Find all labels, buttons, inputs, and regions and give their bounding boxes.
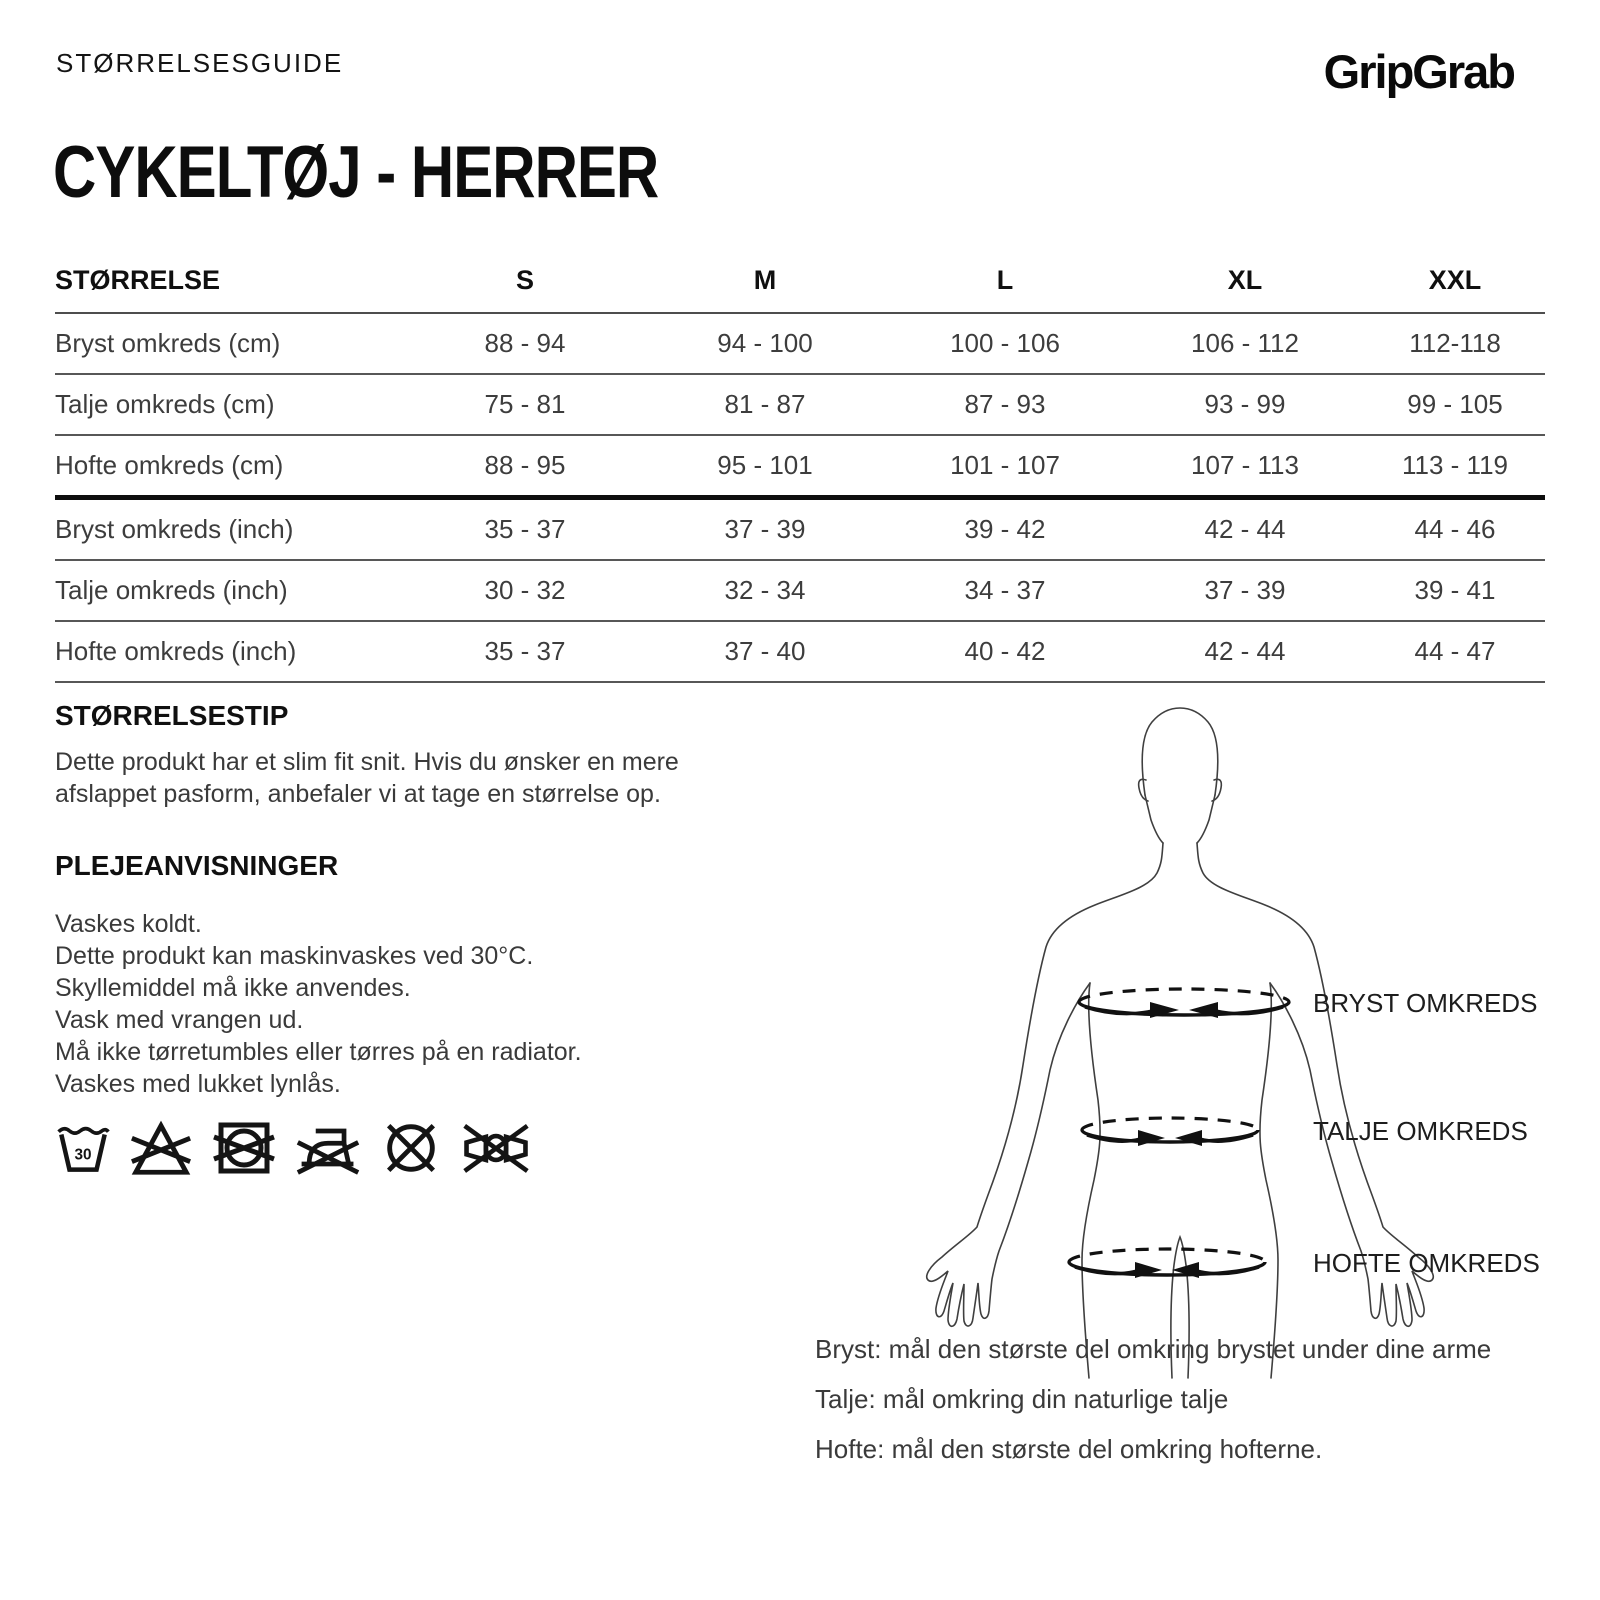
hip-measure-label: HOFTE OMKREDS — [1313, 1248, 1540, 1278]
gripgrab-logo: GripGrab — [1323, 45, 1514, 98]
note-chest: Bryst: mål den største del omkring brystet under dine arme — [815, 1334, 1492, 1364]
figure-torso-left — [1082, 983, 1100, 1378]
svg-text:30: 30 — [74, 1146, 92, 1164]
cell-value: 44 - 47 — [1414, 636, 1496, 666]
col-header-size: STØRRELSE — [55, 265, 221, 295]
do-not-iron-icon — [295, 1116, 361, 1180]
wash-30-icon — [55, 1116, 111, 1180]
cell-value: 40 - 42 — [964, 636, 1046, 666]
cell-value: 30 - 32 — [484, 575, 566, 605]
hip-arrow-left — [1075, 1267, 1137, 1274]
row-label: Talje omkreds (inch) — [55, 575, 288, 605]
col-header-s: S — [515, 265, 534, 295]
size-tip-text: Dette produkt har et slim fit snit. Hvis du ønsker en mere afslappet pasform, anbefaler vi at tage en størrelse op. — [55, 748, 679, 808]
care-line: Vask med vrangen ud. — [55, 1006, 304, 1034]
figure-jaw-left — [1145, 795, 1163, 843]
do-not-bleach-icon — [129, 1116, 193, 1180]
row-label: Bryst omkreds (cm) — [55, 328, 281, 358]
figure-left-side — [927, 843, 1163, 1326]
cell-value: 35 - 37 — [484, 514, 566, 544]
cell-value: 44 - 46 — [1414, 514, 1496, 544]
figure-torso-right — [1260, 983, 1278, 1378]
chest-measure-label: BRYST OMKREDS — [1313, 988, 1538, 1018]
cell-value: 112-118 — [1409, 328, 1501, 358]
size-table — [55, 240, 1545, 683]
table-row — [55, 621, 1545, 682]
row-label: Talje omkreds (cm) — [55, 389, 275, 419]
row-label: Bryst omkreds (inch) — [55, 514, 294, 544]
cell-value: 93 - 99 — [1204, 389, 1286, 419]
care-line: Skyllemiddel må ikke anvendes. — [55, 974, 411, 1002]
table-row — [55, 435, 1545, 498]
cell-value: 100 - 106 — [950, 328, 1060, 358]
col-header-xxl: XXL — [1428, 265, 1482, 295]
table-row — [55, 313, 1545, 374]
table-row — [55, 374, 1545, 435]
cell-value: 39 - 41 — [1414, 575, 1496, 605]
do-not-tumble-dry-icon — [211, 1116, 277, 1180]
figure-jaw-right — [1197, 795, 1215, 843]
do-not-wring-icon — [461, 1116, 531, 1180]
care-line: Må ikke tørretumbles eller tørres på en radiator. — [55, 1038, 582, 1066]
cell-value: 88 - 95 — [484, 450, 566, 480]
cell-value: 95 - 101 — [717, 450, 813, 480]
note-hip: Hofte: mål den største del omkring hofterne. — [815, 1434, 1323, 1464]
row-label: Hofte omkreds (cm) — [55, 450, 284, 480]
hip-arrow-right — [1197, 1267, 1259, 1274]
waist-band-dashed — [1082, 1118, 1258, 1130]
table-row — [55, 498, 1545, 561]
cell-value: 75 - 81 — [484, 389, 566, 419]
col-header-m: M — [753, 265, 777, 295]
cell-value: 87 - 93 — [964, 389, 1046, 419]
row-label: Hofte omkreds (inch) — [55, 636, 297, 666]
cell-value: 99 - 105 — [1407, 389, 1503, 419]
table-row — [55, 560, 1545, 621]
care-symbol-row — [55, 1116, 531, 1180]
chest-band-dashed — [1079, 989, 1289, 1002]
cell-value: 37 - 39 — [724, 514, 806, 544]
cell-value: 101 - 107 — [950, 450, 1060, 480]
care-instructions — [55, 908, 582, 1100]
care-line: Vaskes koldt. — [55, 910, 202, 938]
cell-value: 81 - 87 — [724, 389, 806, 419]
cell-value: 106 - 112 — [1191, 328, 1299, 358]
cell-value: 94 - 100 — [717, 328, 813, 358]
cell-value: 35 - 37 — [484, 636, 566, 666]
cell-value: 39 - 42 — [964, 514, 1046, 544]
care-heading: PLEJEANVISNINGER — [55, 850, 339, 881]
size-table-header-row — [55, 240, 1545, 313]
care-line: Vaskes med lukket lynlås. — [55, 1070, 341, 1098]
size-tip-heading: STØRRELSESTIP — [55, 700, 289, 731]
figure-head — [1142, 708, 1218, 795]
cell-value: 107 - 113 — [1191, 450, 1299, 480]
do-not-dry-clean-icon — [379, 1116, 443, 1180]
cell-value: 42 - 44 — [1204, 514, 1286, 544]
cell-value: 37 - 39 — [1204, 575, 1286, 605]
cell-value: 113 - 119 — [1401, 450, 1508, 480]
hip-band-dashed — [1069, 1249, 1265, 1262]
cell-value: 34 - 37 — [964, 575, 1046, 605]
col-header-xl: XL — [1227, 265, 1263, 295]
cell-value: 42 - 44 — [1204, 636, 1286, 666]
page-title: CYKELTØJ - HERRER — [53, 131, 659, 213]
cell-value: 32 - 34 — [724, 575, 806, 605]
cell-value: 37 - 40 — [724, 636, 806, 666]
waist-measure-label: TALJE OMKREDS — [1313, 1116, 1528, 1146]
col-header-l: L — [996, 265, 1014, 295]
measurement-notes — [815, 1334, 1491, 1484]
note-waist: Talje: mål omkring din naturlige talje — [815, 1384, 1229, 1414]
cell-value: 88 - 94 — [484, 328, 566, 358]
page-eyebrow: STØRRELSESGUIDE — [56, 48, 344, 78]
care-line: Dette produkt kan maskinvaskes ved 30°C. — [55, 942, 534, 970]
